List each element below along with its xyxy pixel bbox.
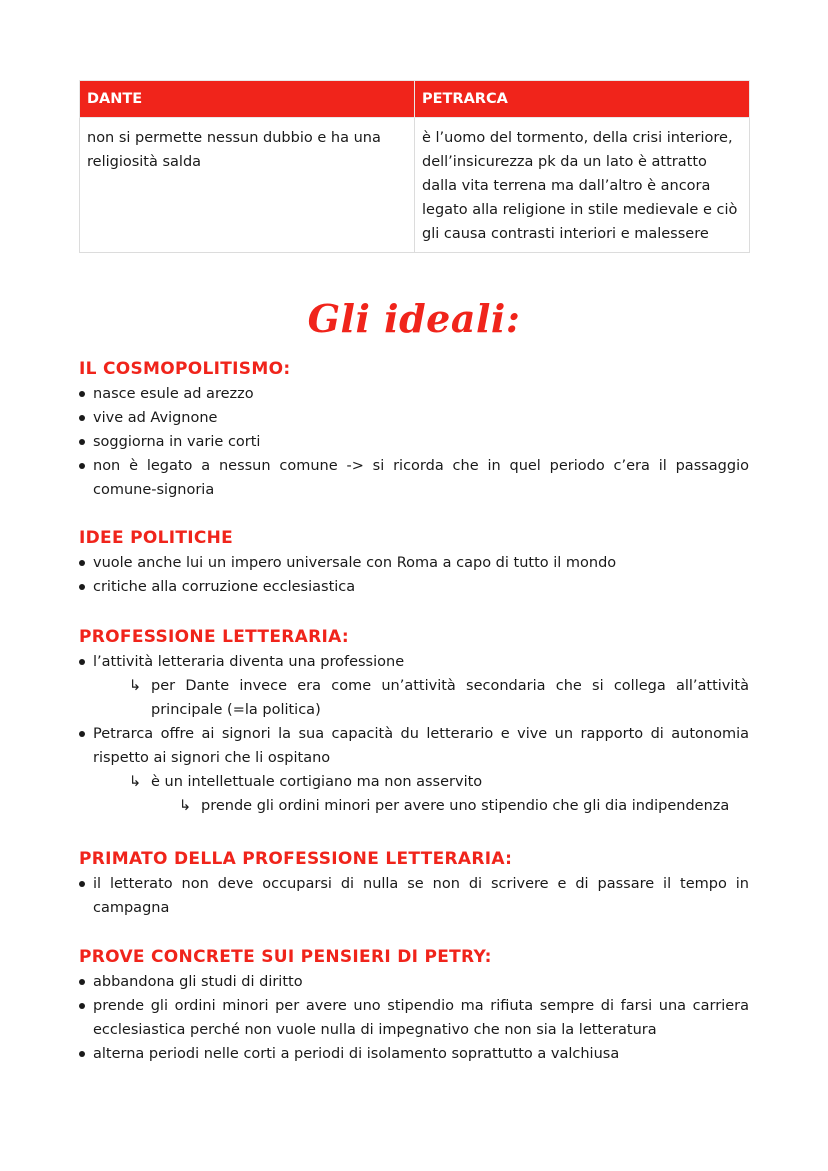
section-heading: IL COSMOPOLITISMO: [79, 359, 291, 379]
list-item: vuole anche lui un impero universale con Roma a capo di tutto il mondo [79, 551, 749, 575]
bullet-list [79, 382, 749, 502]
section-prove-concrete [79, 944, 749, 1066]
list-item: vive ad Avignone [79, 406, 749, 430]
section-heading: PROVE CONCRETE SUI PENSIERI DI PETRY: [79, 947, 492, 967]
bullet-icon [79, 584, 85, 590]
section-heading: PRIMATO DELLA PROFESSIONE LETTERARIA: [79, 849, 513, 869]
bullet-icon [79, 979, 85, 985]
bullet-list [79, 872, 749, 920]
bullet-icon [79, 463, 85, 469]
list-item: l’attività letteraria diventa una professione [79, 650, 749, 674]
list-item: il letterato non deve occuparsi di nulla se non di scrivere e di passare il tempo in campagna [79, 872, 749, 920]
section-idee-politiche [79, 525, 749, 599]
bullet-list [79, 722, 749, 770]
sub-item: ↳ per Dante invece era come un’attività secondaria che si collega all’attività principale (=la politica) [129, 674, 749, 722]
bullet-icon [79, 1003, 85, 1009]
section-primato [79, 846, 749, 920]
sub-sub-item: ↳ prende gli ordini minori per avere uno stipendio che gli dia indipendenza [179, 794, 749, 818]
bullet-icon [79, 439, 85, 445]
arrow-icon: ↳ [179, 798, 192, 814]
bullet-icon [79, 415, 85, 421]
list-item: Petrarca offre ai signori la sua capacità du letterario e vive un rapporto di autonomia rispetto ai signori che li ospitano [79, 722, 749, 770]
bullet-icon [79, 1051, 85, 1057]
bullet-icon [79, 391, 85, 397]
bullet-list [79, 970, 749, 1066]
header-dante: DANTE [80, 81, 415, 118]
bullet-icon [79, 560, 85, 566]
bullet-icon [79, 881, 85, 887]
arrow-icon: ↳ [129, 774, 142, 790]
list-item: alterna periodi nelle corti a periodi di isolamento soprattutto a valchiusa [79, 1042, 749, 1066]
table-header-row [80, 81, 750, 118]
list-item: nasce esule ad arezzo [79, 382, 749, 406]
comparison-table [79, 80, 750, 253]
bullet-list [79, 650, 749, 674]
list-item: non è legato a nessun comune -> si ricorda che in quel periodo c’era il passaggio comune-signoria [79, 454, 749, 502]
table-row [80, 118, 750, 253]
list-item: critiche alla corruzione ecclesiastica [79, 575, 749, 599]
cell-dante: non si permette nessun dubbio e ha una religiosità salda [80, 118, 415, 253]
arrow-icon: ↳ [129, 678, 142, 694]
page-title: Gli ideali: [307, 296, 521, 341]
list-item: prende gli ordini minori per avere uno stipendio ma rifiuta sempre di farsi una carriera ecclesiastica perché non vuole nulla di impegnativo che non sia la letteratura [79, 994, 749, 1042]
bullet-icon [79, 659, 85, 665]
bullet-icon [79, 731, 85, 737]
section-professione-letteraria [79, 624, 749, 818]
bullet-list [79, 551, 749, 599]
list-item: abbandona gli studi di diritto [79, 970, 749, 994]
section-heading: PROFESSIONE LETTERARIA: [79, 627, 349, 647]
sub-item: ↳ è un intellettuale cortigiano ma non asservito [129, 770, 749, 794]
section-cosmopolitismo [79, 356, 749, 502]
section-heading: IDEE POLITICHE [79, 528, 234, 548]
list-item: soggiorna in varie corti [79, 430, 749, 454]
cell-petrarca: è l’uomo del tormento, della crisi interiore, dell’insicurezza pk da un lato è attratto dalla vita terrena ma dall’altro è ancora legato alla religione in stile medievale e ciò gli causa contrasti interiori e malessere [415, 118, 750, 253]
header-petrarca: PETRARCA [415, 81, 750, 118]
